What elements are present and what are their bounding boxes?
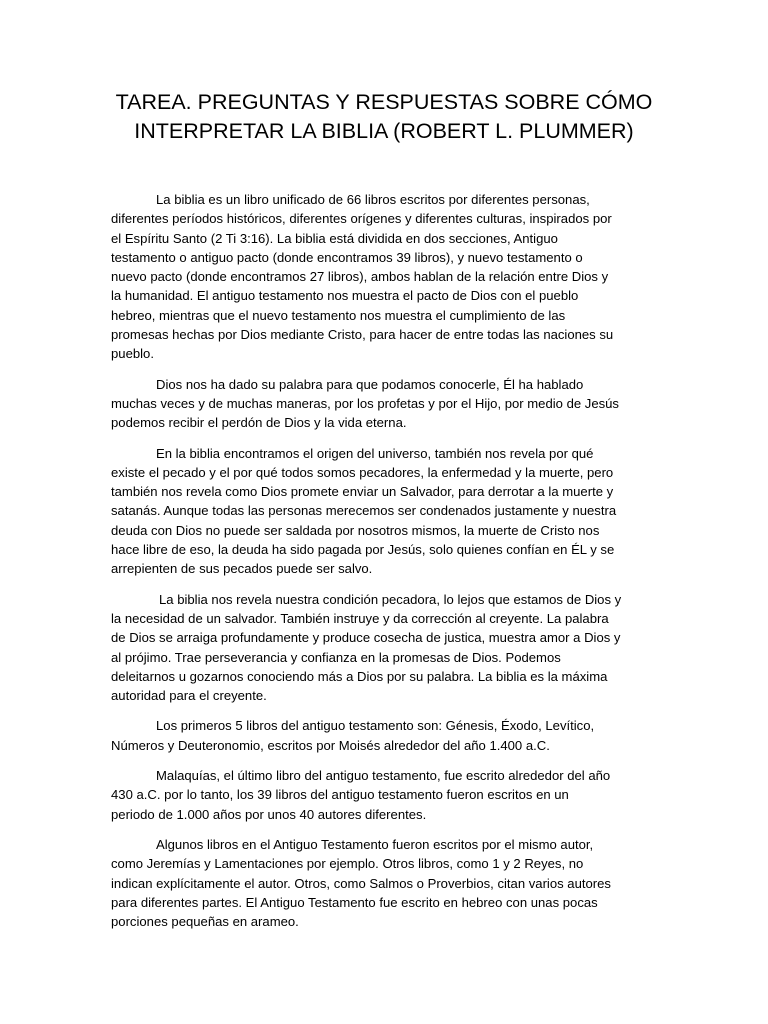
paragraph <box>111 190 661 364</box>
paragraph-line: indican explícitamente el autor. Otros, como Salmos o Proverbios, citan varios autores <box>111 875 611 891</box>
document-title <box>90 88 678 146</box>
paragraph-line: Algunos libros en el Antiguo Testamento fueron escritos por el mismo autor, <box>156 836 594 852</box>
paragraph-line: Números y Deuteronomio, escritos por Moisés alrededor del año 1.400 a.C. <box>111 737 550 753</box>
title-line: INTERPRETAR LA BIBLIA (ROBERT L. PLUMMER) <box>134 119 634 143</box>
title-line: TAREA. PREGUNTAS Y RESPUESTAS SOBRE CÓMO <box>115 90 653 114</box>
paragraph-line: La biblia es un libro unificado de 66 libros escritos por diferentes personas, <box>156 192 590 207</box>
paragraph-line: periodo de 1.000 años por unos 40 autores diferentes. <box>111 806 427 822</box>
paragraph <box>111 716 661 755</box>
paragraph-line: como Jeremías y Lamentaciones por ejemplo. Otros libros, como 1 y 2 Reyes, no <box>111 856 584 872</box>
paragraph <box>111 375 661 433</box>
paragraph-line: La biblia nos revela nuestra condición pecadora, lo lejos que estamos de Dios y <box>159 591 622 607</box>
paragraph-line: también nos revela como Dios promete enviar un Salvador, para derrotar a la muerte y <box>111 484 614 500</box>
paragraph-line: promesas hechas por Dios mediante Cristo, para hacer de entre todas las naciones su <box>111 327 614 343</box>
paragraph-line: de Dios se arraiga profundamente y produce cosecha de justica, muestra amor a Dios y <box>111 630 621 646</box>
paragraph-line: Dios nos ha dado su palabra para que podamos conocerle, Él ha hablado <box>156 376 584 392</box>
paragraph-line: 430 a.C. por lo tanto, los 39 libros del antiguo testamento fueron escritos en un <box>111 787 569 803</box>
paragraph-line: podemos recibir el perdón de Dios y la vida eterna. <box>111 415 407 431</box>
paragraph <box>111 590 661 706</box>
paragraph-line: nuevo pacto (donde encontramos 27 libros), ambos hablan de la relación entre Dios y <box>111 269 609 285</box>
paragraph-line: Los primeros 5 libros del antiguo testamento son: Génesis, Éxodo, Levítico, <box>156 718 595 734</box>
paragraph-line: la necesidad de un salvador. También instruye y da corrección al creyente. La palabra <box>111 610 609 626</box>
paragraph <box>111 835 661 931</box>
paragraph <box>111 444 661 579</box>
paragraph-line: hace libre de eso, la deuda ha sido pagada por Jesús, solo quienes confían en ÉL y se <box>111 542 615 558</box>
paragraph-line: testamento o antiguo pacto (donde encontramos 39 libros), y nuevo testamento o <box>111 249 583 265</box>
paragraph-line: arrepienten de sus pecados puede ser salvo. <box>111 561 373 577</box>
paragraph-line: satanás. Aunque todas las personas merecemos ser condenados justamente y nuestra <box>111 503 617 519</box>
paragraph-line: En la biblia encontramos el origen del universo, también nos revela por qué <box>156 445 594 461</box>
paragraph-line: existe el pecado y el por qué todos somos pecadores, la enfermedad y la muerte, pero <box>111 464 614 480</box>
document-body <box>111 190 661 942</box>
paragraph-line: muchas veces y de muchas maneras, por los profetas y por el Hijo, por medio de Jesús <box>111 395 619 411</box>
paragraph-line: porciones pequeñas en arameo. <box>111 914 299 930</box>
paragraph-line: deleitarnos u gozarnos conociendo más a Dios por su palabra. La biblia es la máxima <box>111 668 608 684</box>
paragraph-line: para diferentes partes. El Antiguo Testamento fue escrito en hebreo con unas pocas <box>111 894 598 910</box>
paragraph-line: diferentes períodos históricos, diferentes orígenes y diferentes culturas, inspirados por <box>111 211 612 227</box>
paragraph-line: el Espíritu Santo (2 Ti 3:16). La biblia está dividida en dos secciones, Antiguo <box>111 230 558 246</box>
paragraph-line: hebreo, mientras que el nuevo testamento nos muestra el cumplimiento de las <box>111 307 566 323</box>
paragraph-line: pueblo. <box>111 346 154 362</box>
paragraph-line: autoridad para el creyente. <box>111 688 267 704</box>
paragraph <box>111 766 661 824</box>
paragraph-line: Malaquías, el último libro del antiguo testamento, fue escrito alrededor del año <box>156 768 611 784</box>
paragraph-line: deuda con Dios no puede ser saldada por nosotros mismos, la muerte de Cristo nos <box>111 522 600 538</box>
paragraph-line: la humanidad. El antiguo testamento nos muestra el pacto de Dios con el pueblo <box>111 288 579 304</box>
paragraph-line: al prójimo. Trae perseverancia y confianza en la promesas de Dios. Podemos <box>111 649 561 665</box>
